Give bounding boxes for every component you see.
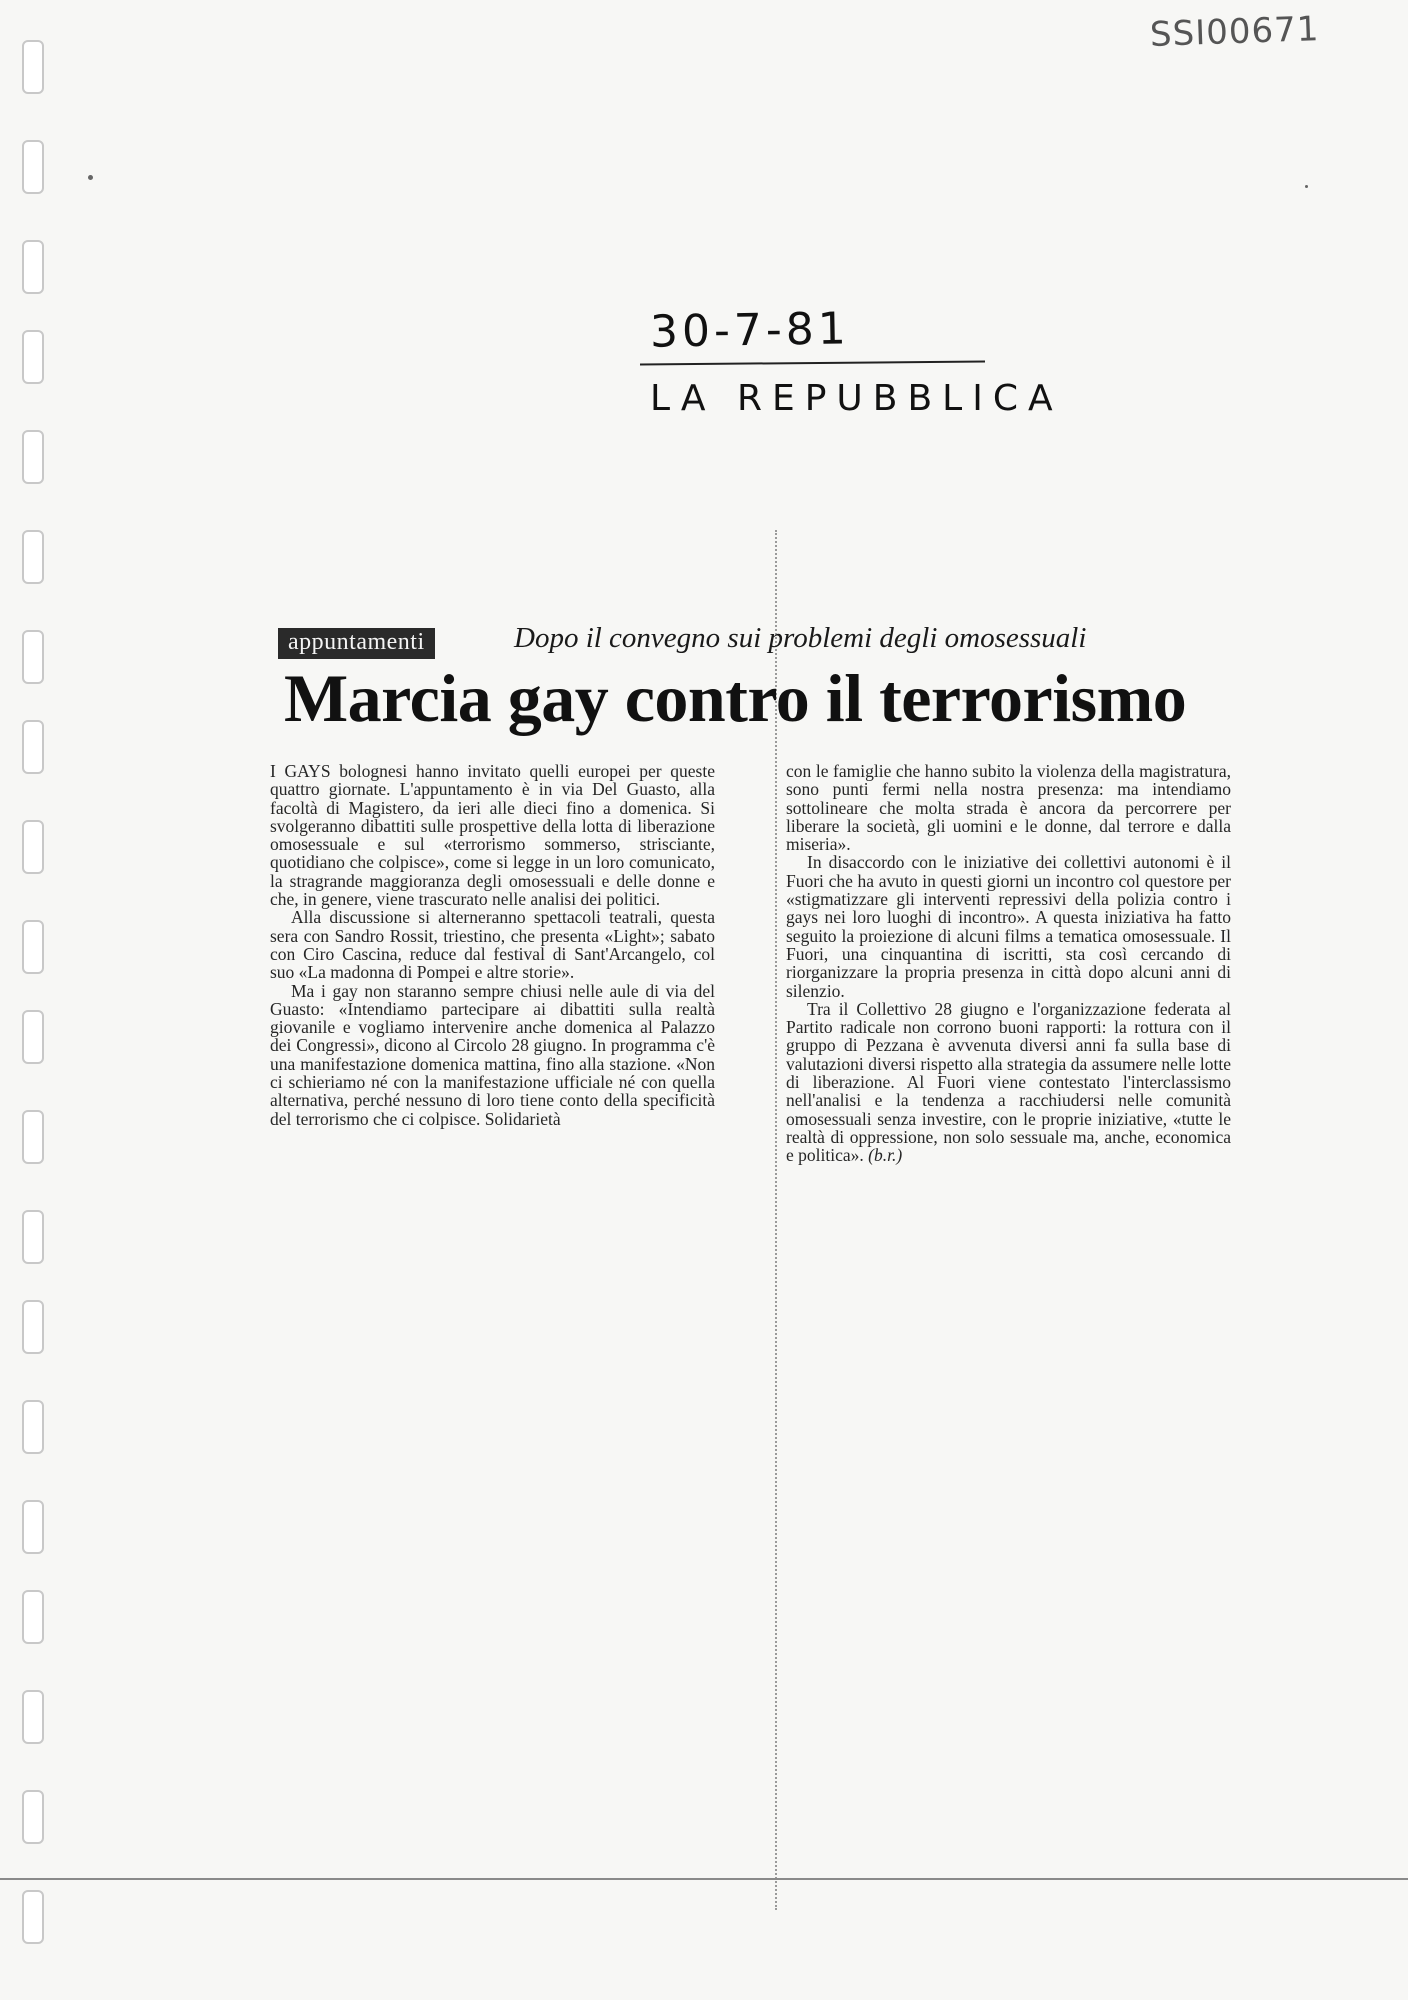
article-column-left [270, 762, 715, 1128]
paragraph: I GAYS bolognesi hanno invitato quelli europei per queste quattro giornate. L'appuntamento è in via Del Guasto, alla facoltà di Magistero, da ieri alle dieci fino a domenica. Si svolgeranno dibattiti sulle prospettive della lotta di liberazione omosessuale e sul «terrorismo sommerso, strisciante, quotidiano che colpisce», come si legge in un loro comunicato, la stragrande maggioranza degli omosessuali e delle donne e che, in genere, viene trascurato nelle analisi dei politici. [270, 761, 715, 910]
handwritten-underline [640, 360, 985, 365]
paragraph-text: Tra il Collettivo 28 giugno e l'organizzazione federata al Partito radicale non corrono buoni rapporti: la rottura con il gruppo di Pezzana è avvenuta diversi anni fa sulla base di valutazioni diversi rispetto alla strategia da assumere nelle lotte di liberazione. Al Fuori viene contestato l'interclassismo nell'analisi e la tendenza a racchiudersi nelle comunità omosessuali senza investire, con le proprie iniziative, «tutte le realtà di oppressione, non solo sessuale ma, anche, economica e politica». [786, 998, 1231, 1166]
handwritten-source: LA REPUBBLICA [650, 378, 1063, 419]
scan-bottom-edge [0, 1878, 1408, 1880]
paragraph-last [786, 1000, 1231, 1165]
binder-hole [22, 1210, 44, 1264]
binder-hole [22, 430, 44, 484]
binder-holes [12, 0, 52, 2000]
archive-id-stamp: SSI00671 [1149, 9, 1321, 55]
binder-hole [22, 1890, 44, 1944]
kicker-subtitle: Dopo il convegno sui problemi degli omosessuali [514, 622, 1087, 654]
paragraph: In disaccordo con le iniziative dei collettivi autonomi è il Fuori che ha avuto in questi giorni un incontro col questore per «stigmatizzare gli interventi repressivi della polizia contro i gays nei loro luoghi di incontro». A questa iniziativa ha fatto seguito la proiezione di alcuni films a tematica omosessuale. Il Fuori, una cinquantina di iscritti, sta così cercando di riorganizzare la propria presenza in città dopo alcuni anni di silenzio. [786, 852, 1231, 1001]
scan-speck [88, 175, 93, 180]
binder-hole [22, 630, 44, 684]
binder-hole [22, 1590, 44, 1644]
binder-hole [22, 140, 44, 194]
binder-hole [22, 1110, 44, 1164]
binder-hole [22, 820, 44, 874]
binder-hole [22, 1010, 44, 1064]
paragraph: con le famiglie che hanno subito la violenza della magistratura, sono punti fermi nella nostra presenza: ma intendiamo sottolineare che molta strada è ancora da percorrere per liberare la società, gli uomini e le donne, dal terrore e dalla miseria». [786, 761, 1231, 855]
byline: (b.r.) [868, 1145, 903, 1166]
headline: Marcia gay contro il terrorismo [284, 660, 1187, 736]
paragraph: Alla discussione si alterneranno spettacoli teatrali, questa sera con Sandro Rossit, triestino, che presenta «Light»; sabato con Ciro Cascina, reduce dal festival di Sant'Arcangelo, col suo «La madonna di Pompei e altre storie». [270, 907, 715, 983]
rubric-label: appuntamenti [278, 628, 435, 659]
binder-hole [22, 330, 44, 384]
binder-hole [22, 240, 44, 294]
binder-hole [22, 1500, 44, 1554]
binder-hole [22, 720, 44, 774]
binder-hole [22, 1690, 44, 1744]
binder-hole [22, 40, 44, 94]
kicker-row [278, 620, 1188, 664]
binder-hole [22, 1400, 44, 1454]
binder-hole [22, 1300, 44, 1354]
paragraph: Ma i gay non staranno sempre chiusi nelle aule di via del Guasto: «Intendiamo partecipare ai dibattiti sulla realtà giovanile e vogliamo intervenire anche domenica al Palazzo dei Congressi», dicono al Circolo 28 giugno. In programma c'è una manifestazione domenica mattina, fino alla stazione. «Non ci schieriamo né con la manifestazione ufficiale né con quella alternativa, perché nessuno di loro tiene conto della specificità del terrorismo che ci colpisce. Solidarietà [270, 980, 715, 1129]
handwritten-date: 30-7-81 [649, 303, 851, 358]
scan-speck [1305, 185, 1308, 188]
article-column-right [786, 762, 1231, 1165]
binder-hole [22, 1790, 44, 1844]
binder-hole [22, 920, 44, 974]
newspaper-clipping [270, 612, 1231, 1232]
binder-hole [22, 530, 44, 584]
